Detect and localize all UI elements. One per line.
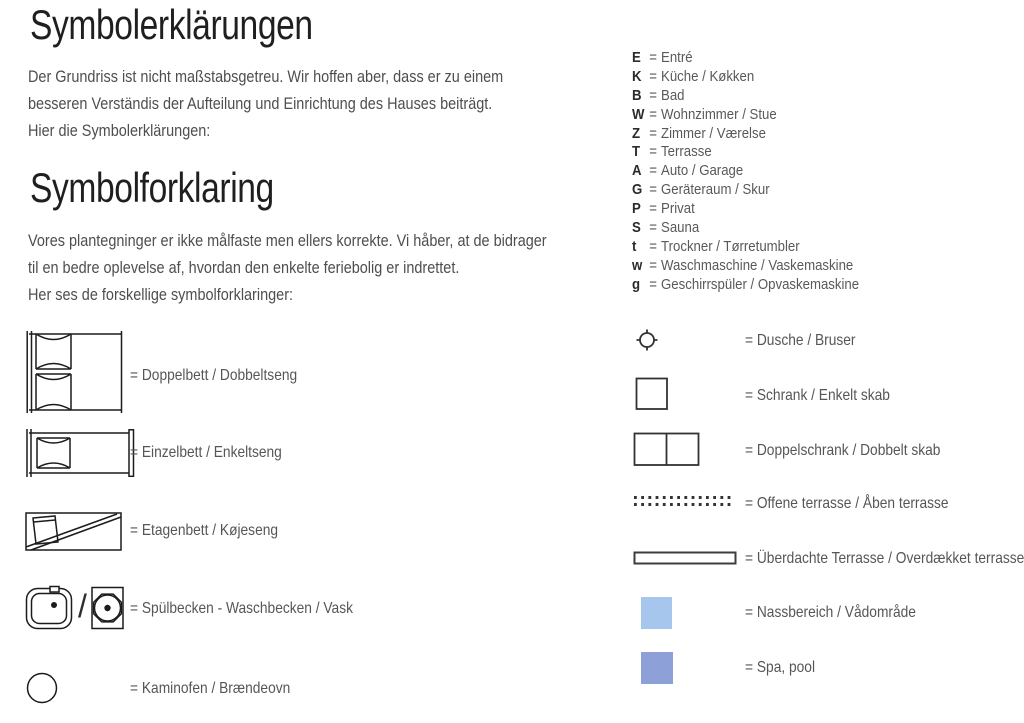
intro-german-line: Der Grundriss ist nicht maßstabsgetreu. Wir hoffen aber, dass er zu einem — [28, 67, 504, 86]
room-code-label: Terrasse — [661, 143, 712, 161]
room-code-key: B — [632, 86, 642, 104]
sink-separator: / — [78, 587, 87, 624]
rectangular-sink-icon — [25, 585, 73, 631]
room-code-key: K — [632, 67, 642, 85]
shower-label: = Dusche / Bruser — [745, 332, 856, 349]
wet-area-swatch — [641, 597, 672, 629]
shower-icon — [634, 327, 660, 353]
room-code-label: Privat — [661, 200, 695, 218]
double-cabinet-icon — [633, 432, 701, 467]
double-cabinet-label: = Doppelschrank / Dobbelt skab — [745, 442, 941, 459]
equals-sign: = — [649, 162, 657, 180]
intro-german-line: besseren Verständis der Aufteilung und Einrichtung des Hauses beiträgt. — [28, 94, 493, 113]
room-code-key: S — [632, 219, 641, 237]
room-code-row — [632, 162, 859, 181]
room-code-row — [632, 219, 859, 238]
wood-stove-label: = Kaminofen / Brændeovn — [130, 680, 291, 697]
room-code-label: Bad — [661, 86, 685, 104]
open-terrace-label: = Offene terrasse / Åben terrasse — [745, 495, 949, 512]
equals-sign: = — [649, 143, 657, 161]
room-code-label: Entré — [661, 49, 693, 66]
intro-german — [28, 63, 503, 144]
intro-danish-line: Vores plantegninger er ikke målfaste men ellers korrekte. Vi håber, at de bidrager — [28, 231, 547, 250]
double-bed-label: = Doppelbett / Dobbeltseng — [130, 367, 298, 384]
double-bed-icon — [25, 331, 126, 413]
room-code-list — [632, 49, 859, 295]
intro-danish-line: til en bedre oplevelse af, hvordan den enkelte feriebolig er indrettet. — [28, 258, 460, 277]
room-code-row — [632, 181, 859, 200]
equals-sign: = — [649, 219, 657, 237]
equals-sign: = — [649, 275, 657, 293]
round-sink-icon — [90, 585, 125, 631]
open-terrace-icon — [633, 495, 734, 508]
page-title-danish: Symbolforklaring — [30, 164, 274, 211]
room-code-key: G — [632, 181, 643, 199]
spa-pool-label: = Spa, pool — [745, 659, 816, 676]
sink-icon-group — [25, 585, 125, 631]
spa-pool-swatch — [641, 652, 673, 684]
room-code-row — [632, 143, 859, 162]
intro-danish-line: Her ses de forskellige symbolforklaringer: — [28, 285, 294, 304]
bunk-bed-icon — [24, 511, 124, 552]
room-code-label: Geschirrspüler / Opvaskemaskine — [661, 275, 860, 293]
room-code-label: Geräteraum / Skur — [661, 181, 770, 199]
room-code-key: w — [632, 256, 643, 274]
page-title-german: Symbolerklärungen — [30, 1, 313, 48]
room-code-label: Trockner / Tørretumbler — [661, 237, 800, 255]
equals-sign: = — [649, 49, 657, 66]
intro-danish — [28, 227, 547, 308]
covered-terrace-label: = Überdachte Terrasse / Overdækket terrasse — [745, 550, 1024, 567]
wet-area-label: = Nassbereich / Vådområde — [745, 604, 916, 621]
intro-german-line: Hier die Symbolerklärungen: — [28, 121, 211, 140]
equals-sign: = — [649, 124, 657, 142]
bunk-bed-label: = Etagenbett / Køjeseng — [130, 522, 279, 539]
equals-sign: = — [649, 256, 657, 274]
room-code-key: T — [632, 143, 641, 161]
room-code-row — [632, 200, 859, 219]
room-code-row — [632, 68, 859, 87]
room-code-label: Sauna — [661, 219, 700, 237]
covered-terrace-icon — [633, 551, 737, 566]
room-code-row — [632, 106, 859, 125]
room-code-label: Zimmer / Værelse — [661, 124, 766, 142]
room-code-row — [632, 125, 859, 144]
room-code-row — [632, 276, 859, 295]
room-code-key: g — [632, 275, 641, 293]
cabinet-label: = Schrank / Enkelt skab — [745, 387, 890, 404]
single-bed-label: = Einzelbett / Enkeltseng — [130, 444, 282, 461]
room-code-row — [632, 49, 859, 68]
room-code-row — [632, 238, 859, 257]
room-code-key: A — [632, 162, 642, 180]
room-code-key: P — [632, 200, 641, 218]
room-code-row — [632, 87, 859, 106]
room-code-key: Z — [632, 124, 641, 142]
room-code-label: Auto / Garage — [661, 162, 744, 180]
single-bed-icon — [25, 429, 137, 477]
equals-sign: = — [649, 67, 657, 85]
room-code-label: Wohnzimmer / Stue — [661, 105, 777, 123]
sink-label: = Spülbecken - Waschbecken / Vask — [130, 600, 353, 617]
wood-stove-icon — [26, 672, 58, 704]
room-code-row — [632, 257, 859, 276]
equals-sign: = — [649, 200, 657, 218]
equals-sign: = — [649, 181, 657, 199]
room-code-label: Küche / Køkken — [661, 67, 755, 85]
equals-sign: = — [649, 105, 657, 123]
room-code-key: E — [632, 49, 641, 66]
room-code-key: t — [632, 237, 637, 255]
equals-sign: = — [649, 237, 657, 255]
room-code-label: Waschmaschine / Vaskemaskine — [661, 256, 854, 274]
equals-sign: = — [649, 86, 657, 104]
room-code-key: W — [632, 105, 645, 123]
cabinet-icon — [635, 377, 669, 411]
